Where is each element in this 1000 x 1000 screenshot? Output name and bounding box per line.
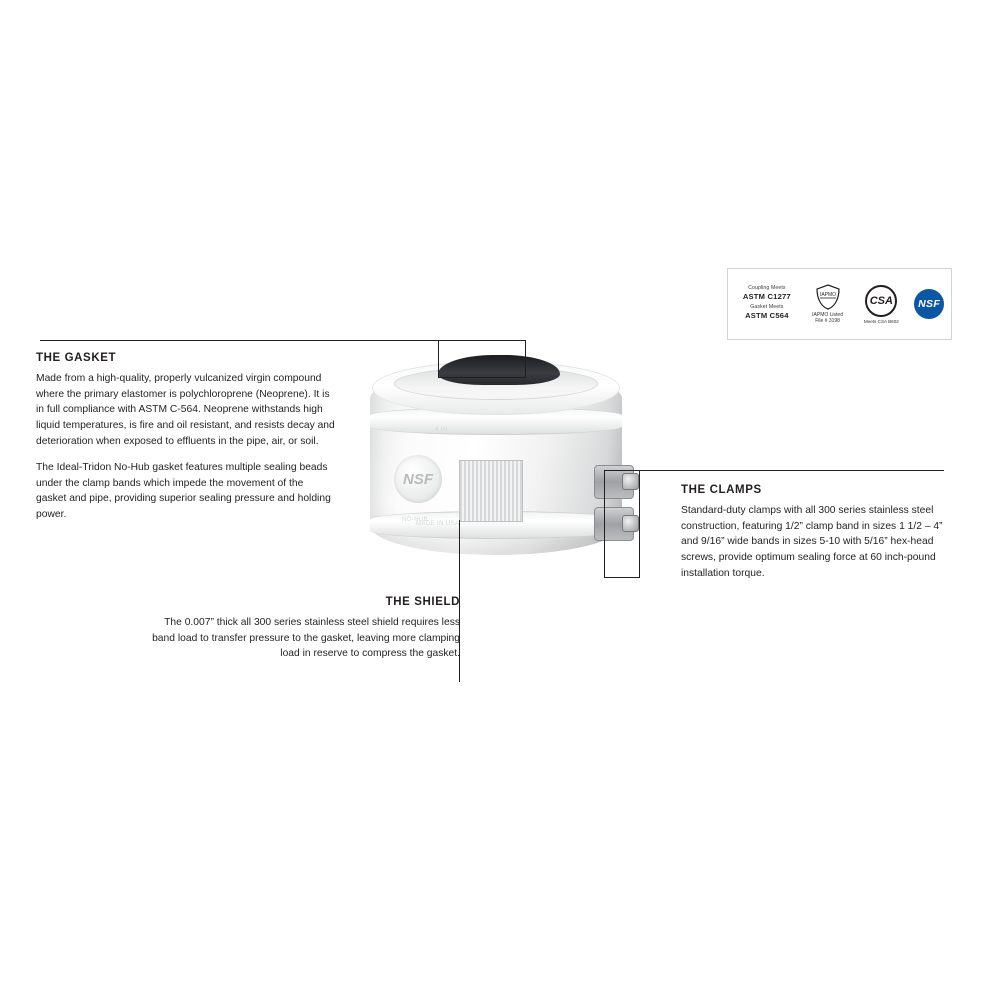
gasket-callout-paragraph-1: Made from a high-quality, properly vulcanized virgin compound where the primary elastomer is polychloroprene (Neoprene). It is in full compliance with ASTM C-564. Neoprene withstands high liquid temperatures, is fire and oil resistant, and resists decay and deterioration when exposed to effluents in the pipe, air, or soil. <box>36 373 335 447</box>
stainless-shield-panel <box>459 460 523 522</box>
csa-certification <box>855 269 907 339</box>
emboss-mark-b: MADE IN USA <box>416 521 460 527</box>
gasket-meets-label: Gasket Meets <box>750 304 784 310</box>
csa-mark-icon: CSA <box>865 285 897 317</box>
svg-text:IAPMO: IAPMO <box>819 292 836 298</box>
clamps-callout-paragraph-1: Standard-duty clamps with all 300 series stainless steel construction, featuring 1/2” clamp band in sizes 1 1/2 – 4” and 9/16” wide bands in sizes 5-10 with 5/16” hex-head screws, provide optimum sealing force at 60 inch-pound installation torque. <box>681 505 943 579</box>
emboss-mark-c: NO-HUB <box>402 517 429 523</box>
clamps-leader-line <box>640 470 944 471</box>
gasket-highlight-box <box>438 340 526 378</box>
csa-sub-label: Meets CSA B602 <box>863 318 899 324</box>
iapmo-certification <box>800 269 856 339</box>
iapmo-line1: IAPMO Listed <box>812 312 843 318</box>
clamps-callout-title: THE CLAMPS <box>681 484 762 496</box>
gasket-meets-value: ASTM C564 <box>745 310 789 320</box>
clamps-highlight-box <box>604 470 640 578</box>
iapmo-shield-icon <box>815 284 841 310</box>
nsf-certification <box>907 269 951 339</box>
nsf-embossed-logo: NSF <box>394 455 442 503</box>
gasket-callout <box>36 352 336 523</box>
nsf-mark-icon: NSF <box>914 289 944 319</box>
gasket-callout-paragraph-2: The Ideal-Tridon No-Hub gasket features multiple sealing beads under the clamp bands which impede the movement of the gasket and pipe, providing superior sealing pressure and holding power. <box>36 462 331 521</box>
shield-callout <box>150 596 460 662</box>
cert-astm-text <box>728 269 800 339</box>
clamps-callout <box>681 484 955 581</box>
shield-callout-title: THE SHIELD <box>385 596 460 608</box>
certification-badge-strip <box>727 268 952 340</box>
iapmo-line2: File # 3198 <box>815 318 840 324</box>
gasket-callout-title: THE GASKET <box>36 352 117 364</box>
coupling-meets-value: ASTM C1277 <box>742 291 791 301</box>
emboss-mark-a: 4 IN <box>435 427 448 433</box>
coupling-meets-label: Coupling Meets <box>748 285 786 292</box>
shield-callout-paragraph-1: The 0.007” thick all 300 series stainless steel shield requires less band load to transfer pressure to the gasket, leaving more clamping load in reserve to compress the gasket. <box>152 617 460 660</box>
gasket-leader-line <box>40 340 438 341</box>
